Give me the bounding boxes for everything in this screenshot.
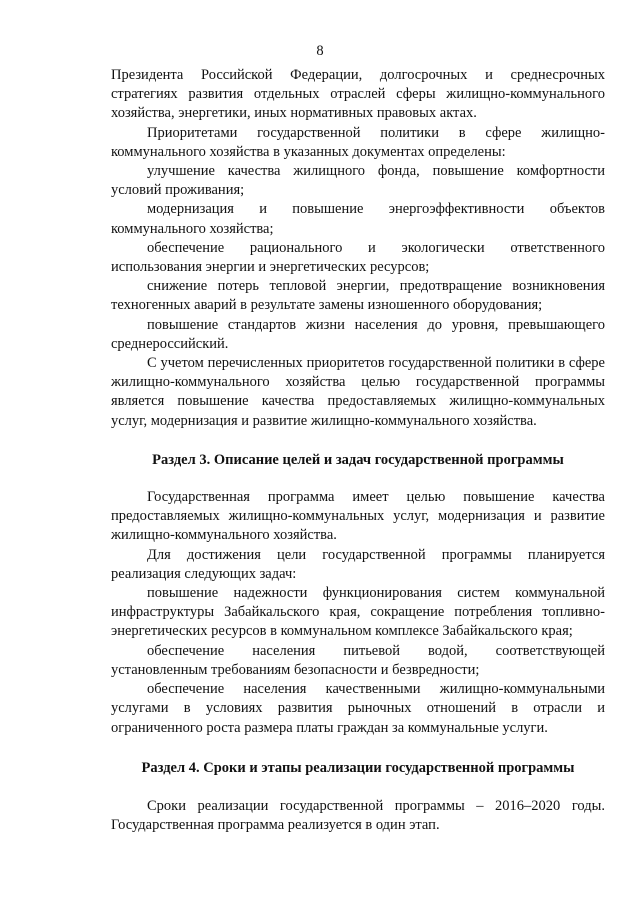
section-heading: Раздел 3. Описание целей и задач государственной программы <box>152 451 564 468</box>
list-item: повышение стандартов жизни населения до уровня, превышающего среднероссийский. <box>111 316 605 352</box>
list-item: обеспечение населения питьевой водой, соответствующей установленным требованиям безопасности и безвредности; <box>111 642 605 678</box>
section-heading: Раздел 4. Сроки и этапы реализации государственной программы <box>141 759 575 776</box>
list-item: повышение надежности функционирования систем коммунальной инфраструктуры Забайкальского края, сокращение потребления топливно-энергетических ресурсов в коммунальном комплексе Забайкальского края; <box>111 585 605 640</box>
list-item: улучшение качества жилищного фонда, повышение комфортности условий проживания; <box>111 163 605 199</box>
paragraph: Приоритетами государственной политики в сфере жилищно-коммунального хозяйства в указанных документах определены: <box>111 124 605 160</box>
paragraph: С учетом перечисленных приоритетов государственной политики в сфере жилищно-коммунального хозяйства целью государственной программы является повышение качества предоставляемых жилищно-коммунальных услуг, модернизация и развитие жилищно-коммунального хозяйства. <box>111 355 605 429</box>
document-body <box>111 66 605 835</box>
list-item: снижение потерь тепловой энергии, предотвращение возникновения техногенных аварий в результате замены изношенного оборудования; <box>111 278 605 314</box>
paragraph: Президента Российской Федерации, долгосрочных и среднесрочных стратегиях развития отдельных отраслей сферы жилищно-коммунального хозяйства, энергетики, иных нормативных правовых актах. <box>111 67 605 122</box>
paragraph: Государственная программа имеет целью повышение качества предоставляемых жилищно-коммунальных услуг, модернизация и развитие жилищно-коммунального хозяйства. <box>111 489 605 544</box>
paragraph: Для достижения цели государственной программы планируется реализация следующих задач: <box>111 546 605 582</box>
list-item: модернизация и повышение энергоэффективности объектов коммунального хозяйства; <box>111 201 605 237</box>
page-number: 8 <box>316 43 324 59</box>
list-item: обеспечение рационального и экологически ответственного использования энергии и энергетических ресурсов; <box>111 239 605 276</box>
paragraph: Сроки реализации государственной программы – 2016–2020 годы. Государственная программа реализуется в один этап. <box>111 797 605 834</box>
list-item: обеспечение населения качественными жилищно-коммунальными услугами в условиях развития рыночных отношений в отрасли и ограниченного роста размера платы граждан за коммунальные услуги. <box>111 681 605 736</box>
